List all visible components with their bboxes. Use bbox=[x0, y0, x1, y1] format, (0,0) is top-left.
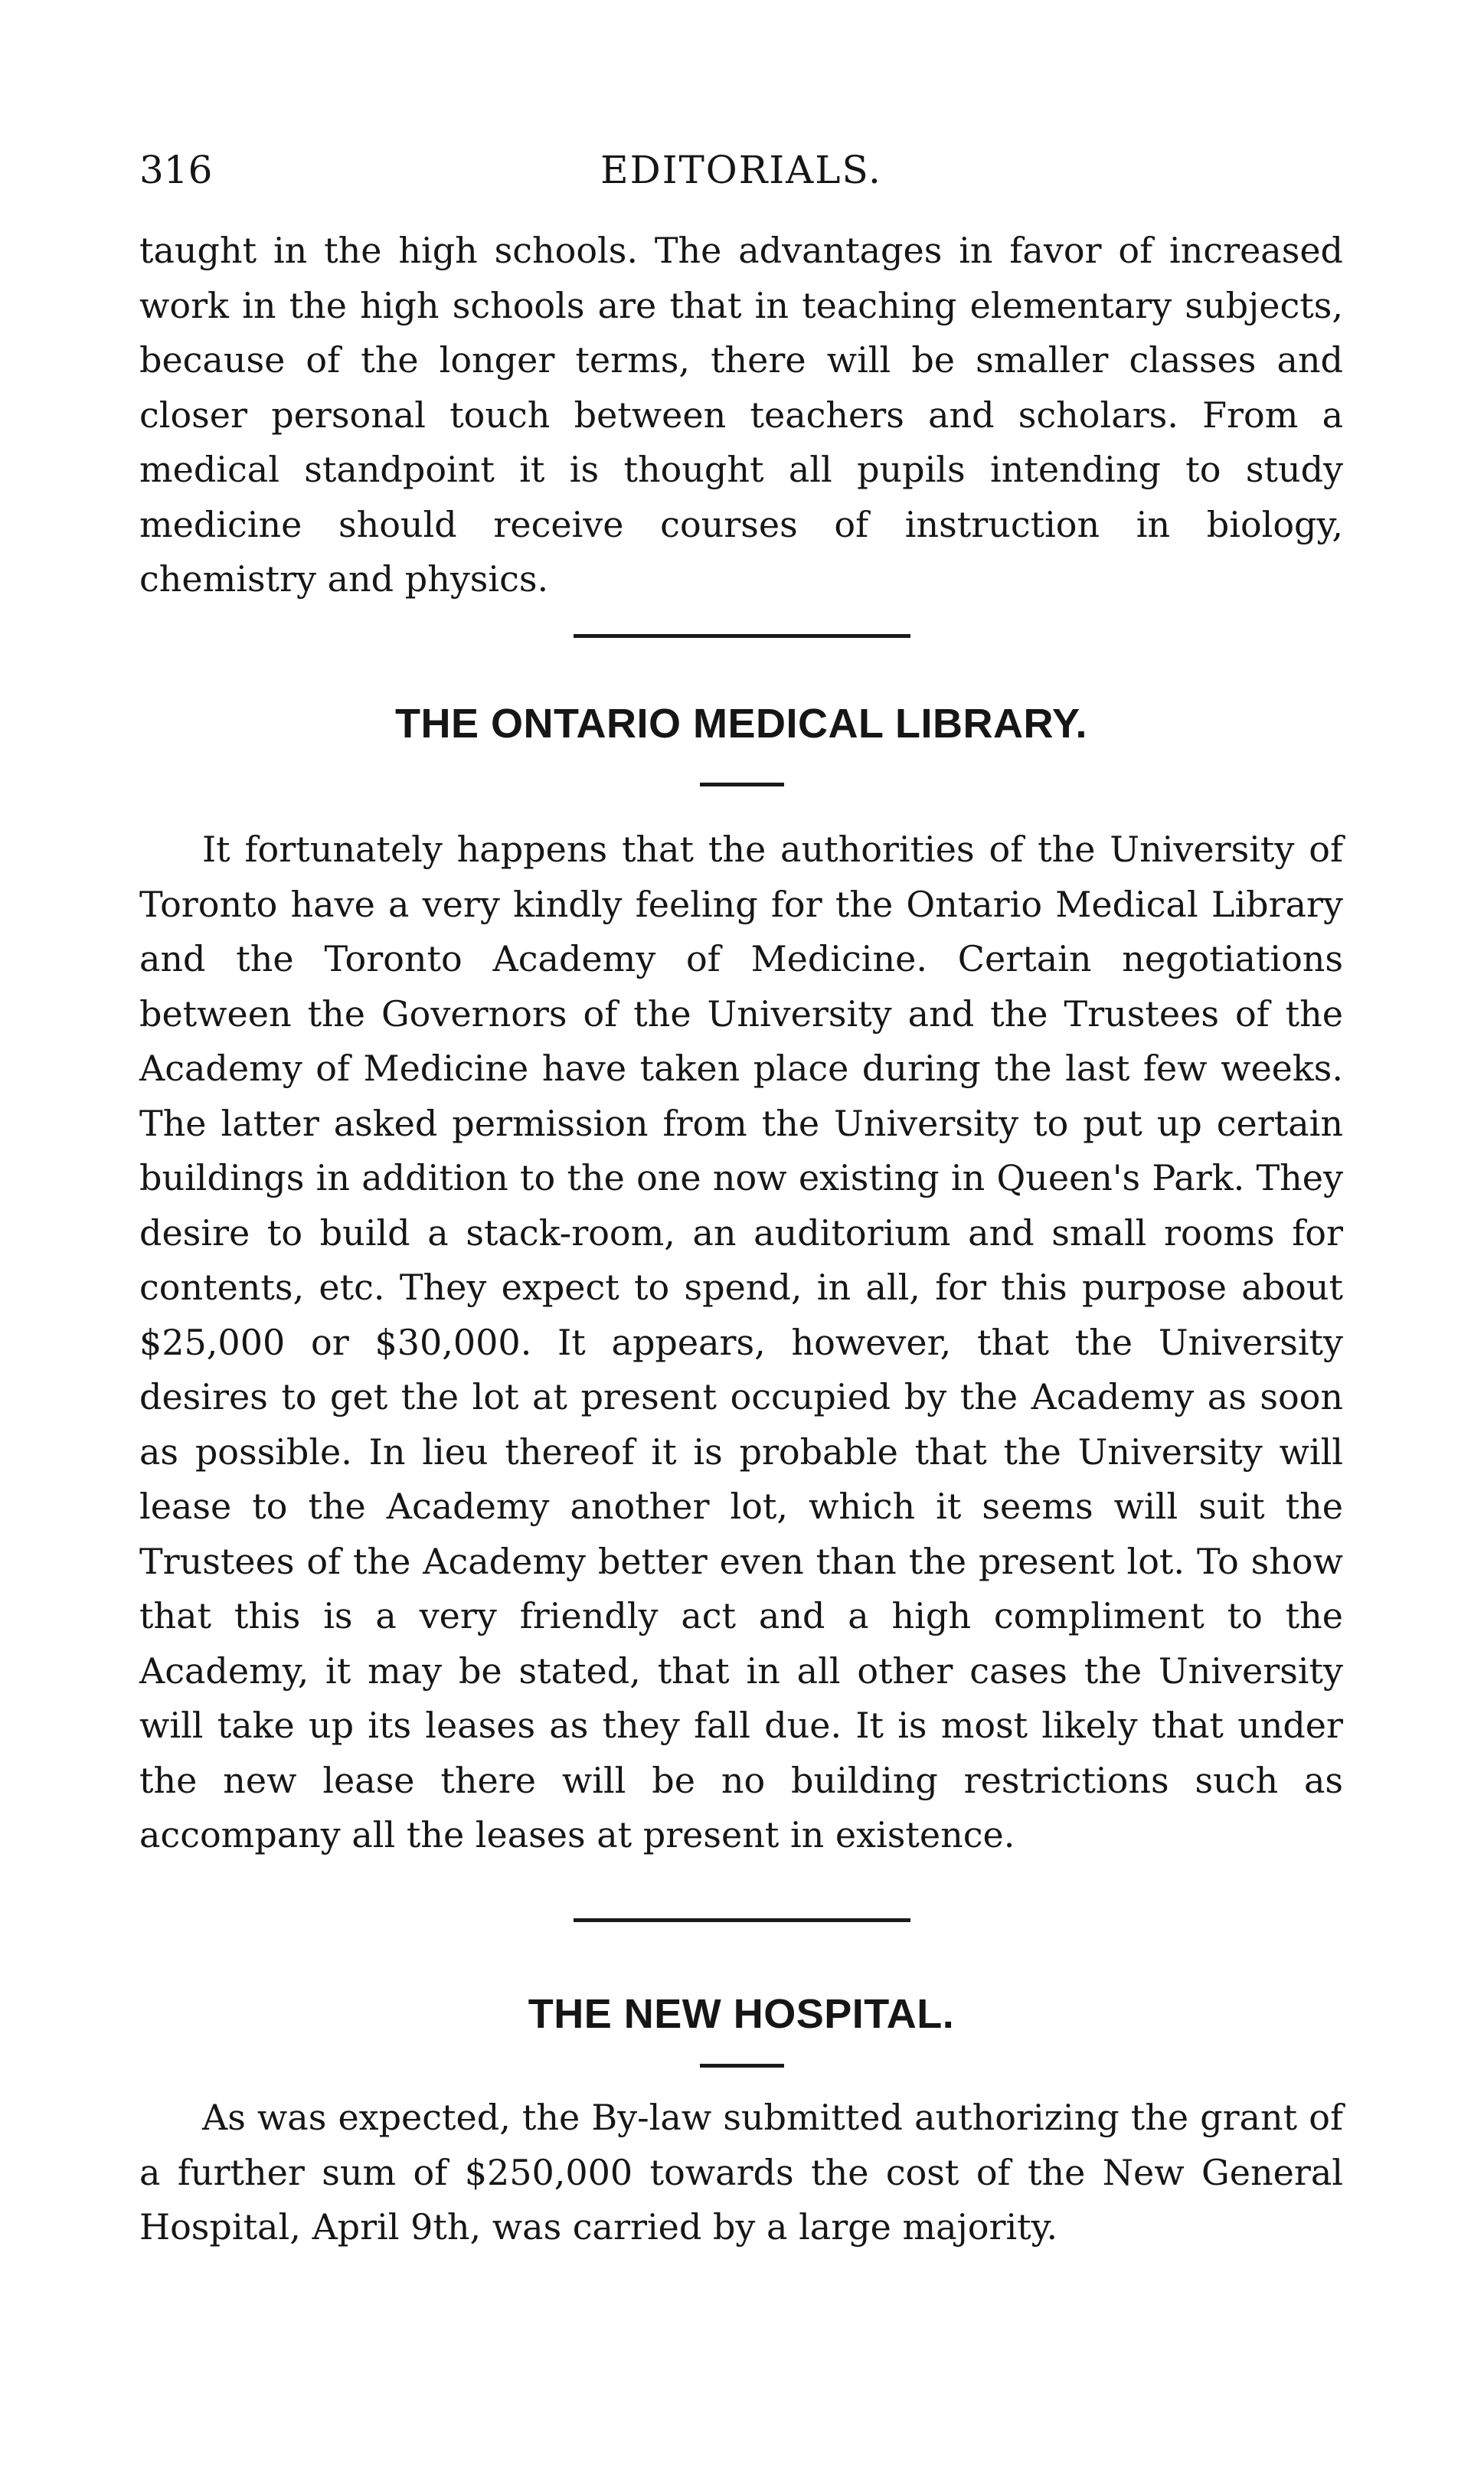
page-number: 316 bbox=[139, 148, 213, 192]
intro-paragraph: taught in the high schools. The advantages in favor of increased work in the high schools are that in teaching elementary subjects, because of the longer terms, there will be smaller classes and closer personal touch between teachers and scholars. From a medical standpoint it is thought all pupils intending to study medicine should receive courses of instruction in biology, chemistry and physics. bbox=[139, 230, 1343, 600]
section-divider-rule bbox=[574, 1918, 910, 1922]
heading-underline-rule bbox=[700, 783, 784, 786]
new-hospital-paragraph: As was expected, the By-law submitted authorizing the grant of a further sum of $250,000 towards the cost of the New General Hospital, April 9th, was carried by a large majority. bbox=[139, 2097, 1343, 2248]
section-divider-rule bbox=[574, 634, 910, 638]
section-heading-new-hospital: THE NEW HOSPITAL. bbox=[528, 1991, 955, 2037]
section-heading-ontario-medical-library: THE ONTARIO MEDICAL LIBRARY. bbox=[395, 701, 1087, 747]
ontario-medical-library-paragraph: It fortunately happens that the authorities of the University of Toronto have a very kindly feeling for the Ontario Medical Library and the Toronto Academy of Medicine. Certain negotiations between the Governors of the University and the Trustees of the Academy of Medicine have taken place during the last few weeks. The latter asked permission from the University to put up certain buildings in addition to the one now existing in Queen's Park. They desire to build a stack-room, an auditorium and small rooms for contents, etc. They expect to spend, in all, for this purpose about $25,000 or $30,000. It appears, however, that the University desires to get the lot at present occupied by the Academy as soon as possible. In lieu thereof it is probable that the University will lease to the Academy another lot, which it seems will suit the Trustees of the Academy better even than the present lot. To show that this is a very friendly act and a high compliment to the Academy, it may be stated, that in all other cases the University will take up its leases as they fall due. It is most likely that under the new lease there will be no building restrictions such as accompany all the leases at present in existence. bbox=[139, 829, 1343, 1855]
running-head bbox=[139, 139, 1343, 201]
running-title: EDITORIALS. bbox=[600, 148, 882, 192]
heading-underline-rule bbox=[700, 2064, 784, 2068]
